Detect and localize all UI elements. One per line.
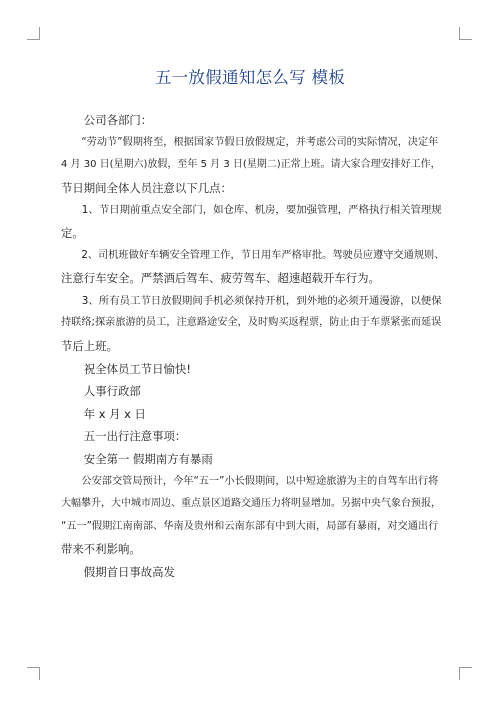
body-line: 定。: [61, 225, 84, 240]
document-body: [61, 109, 445, 583]
body-line: 3、所有员工节日放假期间手机必须保持开机，到外地的必须开通漫游，以便保: [81, 294, 442, 307]
body-line: “劳动节”假期将至，根据国家节假日放假规定，并考虑公司的实际情况，决定年: [81, 136, 439, 148]
body-line: 1、节日期前重点安全部门，如仓库、机房，要加强管理，严格执行相关管理规: [81, 204, 442, 217]
body-line: 节日期间全体人员注意以下几点：: [61, 180, 232, 195]
body-line: “五一”假期江南南部、华南及贵州和云南东部有中到大雨，局部有暴雨，对交通出行: [61, 520, 439, 532]
body-line: 年 x 月 x 日: [83, 406, 146, 421]
body-line: 五一出行注意事项：: [83, 429, 187, 444]
body-line: 2、司机班做好车辆安全管理工作，节日用车严格审批。驾驶员应遵守交通规则、: [81, 249, 445, 261]
body-line: 公司各部门：: [83, 113, 153, 127]
body-line: 安全第一 假期南方有暴雨: [83, 451, 213, 466]
crop-mark-bottom-right: [459, 667, 472, 680]
body-line: 节后上班。: [61, 338, 118, 353]
document-title: 五一放假通知怎么写 模板: [154, 68, 346, 87]
body-line: 注意行车安全。严禁酒后驾车、疲劳驾车、超速超载开车行为。: [61, 271, 380, 286]
body-line: 持联络;探亲旅游的员工，注意路途安全，及时购买返程票，防止由于车票紧张而延误: [61, 317, 442, 329]
body-line: 假期首日事故高发: [83, 564, 175, 579]
crop-mark-top-left: [27, 27, 40, 40]
body-line: 带来不利影响。: [61, 542, 141, 557]
crop-mark-bottom-left: [27, 667, 40, 680]
crop-mark-top-right: [459, 27, 472, 40]
body-line: 公安部交管局预计，今年“五一”小长假期间，以中短途旅游为主的自驾车出行将: [81, 475, 439, 487]
body-line: 4 月 30 日(星期六)放假，至年 5 月 3 日(星期二)正常上班。请大家合理安排好工作，: [61, 159, 441, 171]
body-line: 祝全体员工节日愉快!: [83, 361, 191, 376]
body-line: 人事行政部: [83, 384, 141, 399]
body-line: 大幅攀升，大中城市周边、重点景区道路交通压力将明显增加。另据中央气象台预报，: [61, 498, 441, 510]
